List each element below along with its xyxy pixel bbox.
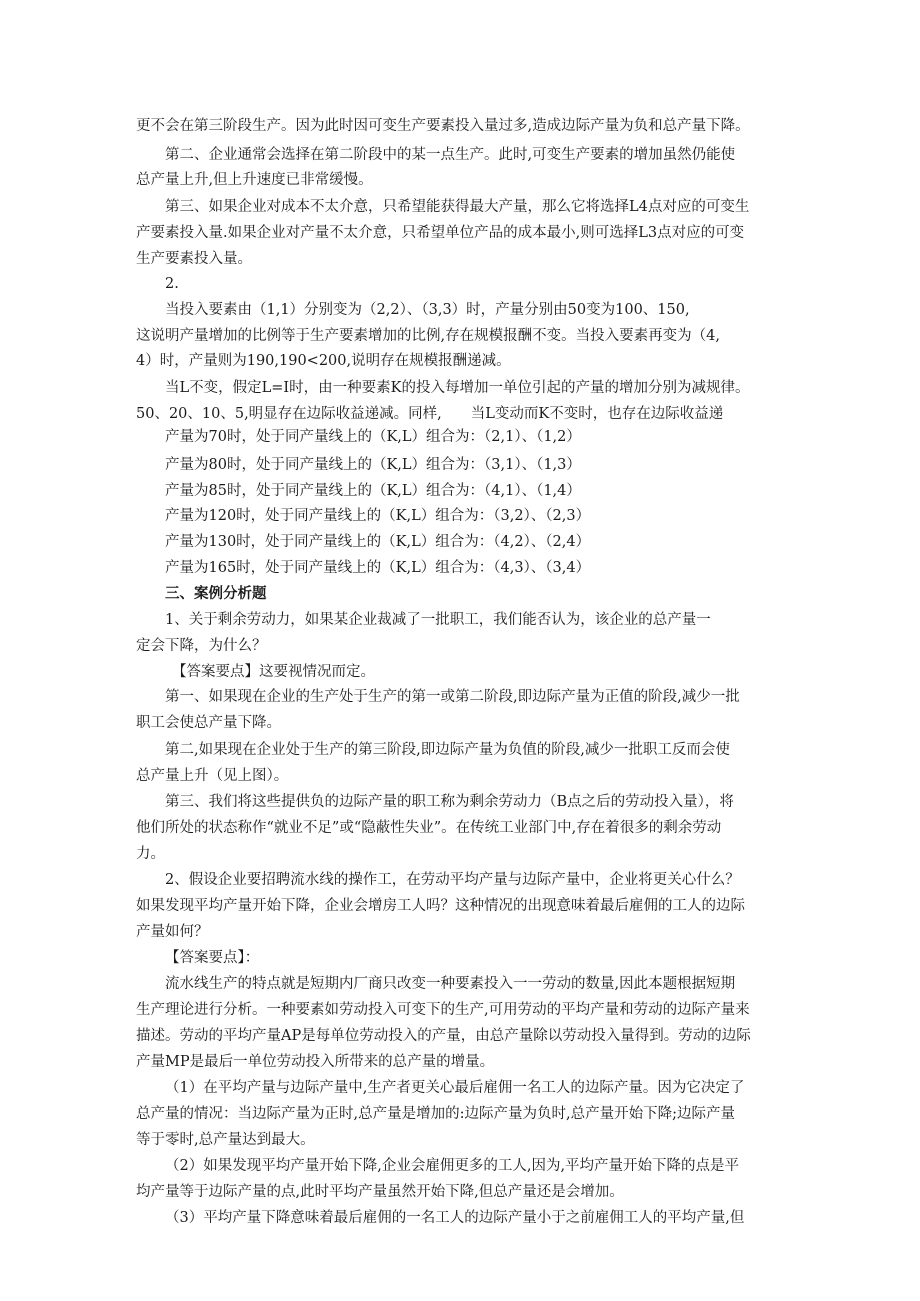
- text-line: 第一、如果现在企业的生产处于生产的第一或第二阶段,即边际产量为正值的阶段,减少一批: [165, 689, 740, 705]
- text-line: 等于零时,总产量达到最大。: [136, 1132, 315, 1148]
- text-line: 产量为130时，处于同产量线上的（K,L）组合为：（4,2）、（2,4）: [165, 534, 591, 550]
- text-line: 第三、如果企业对成本不太介意，只希望能获得最大产量，那么它将选择L4点对应的可变生: [165, 199, 750, 215]
- text-line: 总产量上升,但上升速度已非常缓慢。: [136, 172, 373, 188]
- text-line: 产量为85时，处于同产量线上的（K,L）组合为：（4,1）、（1,4）: [165, 483, 581, 499]
- text-line: 如果发现平均产量开始下降，企业会增房工人吗？这种情况的出现意味着最后雇佣的工人的边际: [136, 898, 745, 914]
- text-line: 产量如何？: [136, 924, 209, 940]
- text-line: 50、20、10、5,明显存在边际收益递减。同样, 当L变动而K不变时，也存在边际收益递: [136, 406, 724, 422]
- text-line: 职工会使总产量下降。: [136, 715, 281, 731]
- text-line: 更不会在第三阶段生产。因为此时因可变生产要素投入量过多,造成边际产量为负和总产量下降。: [136, 118, 750, 134]
- text-line: 产要素投入量.如果企业对产量不太介意，只希望单位产品的成本最小,则可选择L3点对应的可变: [136, 225, 745, 241]
- text-line: 总产量的情况：当边际产量为正时,总产量是增加的:边际产量为负时,总产量开始下降;边际产量: [136, 1106, 735, 1122]
- text-line: （2）如果发现平均产量开始下降,企业会雇佣更多的工人,因为,平均产量开始下降的点是平: [165, 1158, 740, 1174]
- text-line: 均产量等于边际产量的点,此时平均产量虽然开始下降,但总产量还是会增加。: [136, 1184, 624, 1200]
- text-line: 产量为70时，处于同产量线上的（K,L）组合为：（2,1）、（1,2）: [165, 429, 581, 445]
- text-line: 第三、我们将这些提供负的边际产量的职工称为剩余劳动力（B点之后的劳动投入量），将: [165, 794, 734, 810]
- text-line: 【答案要点】：: [165, 950, 260, 966]
- text-line: （3）平均产量下降意味着最后雇佣的一名工人的边际产量小于之前雇佣工人的平均产量,但: [165, 1210, 745, 1226]
- text-line: 定会下降，为什么？: [136, 638, 267, 654]
- text-line: 产量为120时，处于同产量线上的（K,L）组合为：（3,2）、（2,3）: [165, 508, 591, 524]
- text-line: 产量MP是最后一单位劳动投入所带来的总产量的增量。: [136, 1054, 495, 1070]
- text-line: 力。: [136, 846, 165, 862]
- text-line: 当L不变，假定L=I时，由一种要素K的投入每增加一单位引起的产量的增加分别为减规律。: [165, 380, 750, 396]
- text-line: （1）在平均产量与边际产量中,生产者更关心最后雇佣一名工人的边际产量。因为它决定了: [165, 1080, 745, 1096]
- text-line: 第二、企业通常会选择在第二阶段中的某一点生产。此时,可变生产要素的增加虽然仍能使: [165, 147, 736, 163]
- section-heading: 三、案例分析题: [165, 585, 267, 602]
- text-line: 当投入要素由（1,1）分别变为（2,2）、（3,3）时，产量分别由50变为100、150,: [165, 302, 690, 318]
- text-line: 产量为165时，处于同产量线上的（K,L）组合为：（4,3）、（3,4）: [165, 560, 591, 576]
- text-line: 2.: [165, 276, 179, 292]
- text-line: 第二,如果现在企业处于生产的第三阶段,即边际产量为负值的阶段,减少一批职工反而会使: [165, 742, 730, 758]
- text-line: 总产量上升（见上图）。: [136, 768, 289, 784]
- text-line: 描述。劳动的平均产量AP是每单位劳动投入的产量，由总产量除以劳动投入量得到。劳动的边际: [136, 1028, 751, 1044]
- text-line: 这说明产量增加的比例等于生产要素增加的比例,存在规模报酬不变。当投入要素再变为（4,: [136, 328, 720, 344]
- text-line: 他们所处的状态称作“就业不足”或“隐蔽性失业”。在传统工业部门中,存在着很多的剩余劳动: [136, 820, 722, 836]
- text-line: 2、假设企业要招聘流水线的操作工，在劳动平均产量与边际产量中，企业将更关心什么？: [165, 872, 740, 888]
- text-line: 1、关于剩余劳动力，如果某企业裁减了一批职工，我们能否认为，该企业的总产量一: [165, 612, 711, 628]
- text-line: 【答案要点】这要视情况而定。: [172, 664, 375, 680]
- text-line: 生产要素投入量。: [136, 251, 252, 267]
- text-line: 生产理论进行分析。一种要素如劳动投入可变下的生产,可用劳动的平均产量和劳动的边际产量来: [136, 1002, 750, 1018]
- text-line: 产量为80时，处于同产量线上的（K,L）组合为：（3,1）、（1,3）: [165, 457, 581, 473]
- text-line: 4）时，产量则为190,190<200,说明存在规模报酬递减。: [136, 353, 511, 369]
- text-line: 流水线生产的特点就是短期内厂商只改变一种要素投入一一劳动的数量,因此本题根据短期: [165, 976, 736, 992]
